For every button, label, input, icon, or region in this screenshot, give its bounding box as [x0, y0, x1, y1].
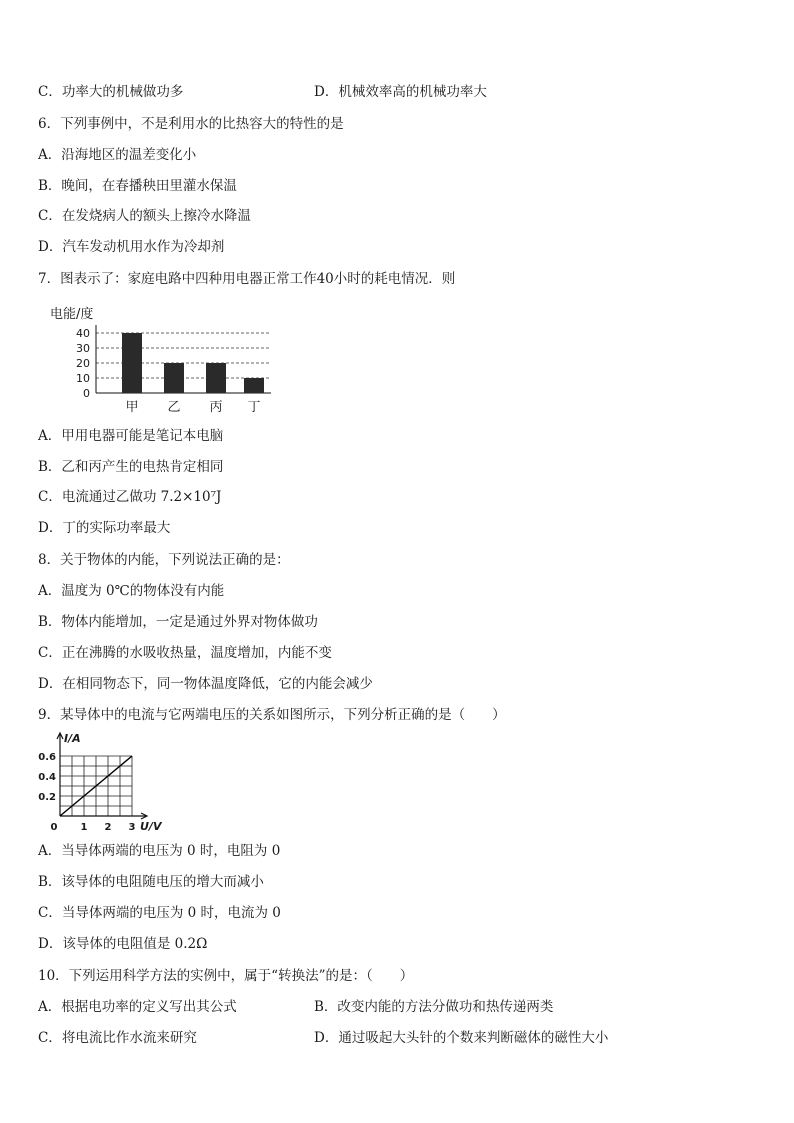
q6-option-d: D．汽车发动机用水作为冷却剂	[38, 239, 225, 255]
q7-option-a: A．甲用电器可能是笔记本电脑	[38, 428, 224, 444]
q10-option-d: D．通过吸起大头针的个数来判断磁体的磁性大小	[314, 1030, 609, 1046]
chart1-ytick-label: 0	[83, 387, 90, 400]
q7-option-c: C．电流通过乙做功 7.2×10⁷J	[38, 489, 222, 505]
current-voltage-graph	[34, 728, 174, 836]
q9-stem: 9．某导体中的电流与它两端电压的关系如图所示，下列分析正确的是（ ）	[38, 707, 506, 723]
q8-option-b: B．物体内能增加，一定是通过外界对物体做功	[38, 614, 318, 630]
chart2-xtick-label: 3	[128, 822, 136, 833]
q7-stem: 7．图表示了：家庭电路中四种用电器正常工作40小时的耗电情况．则	[38, 271, 456, 287]
chart1-bar-甲	[122, 333, 142, 393]
q8-stem: 8．关于物体的内能，下列说法正确的是：	[38, 552, 290, 568]
chart1-category-label: 乙	[167, 400, 181, 415]
q8-option-a: A．温度为 0℃的物体没有内能	[38, 583, 225, 599]
chart1-ytick-label: 10	[76, 372, 90, 385]
chart2-ytick-label: 0.2	[38, 792, 56, 803]
q9-option-b: B．该导体的电阻随电压的增大而减小	[38, 874, 264, 890]
chart1-bar-丁	[244, 378, 264, 393]
q10-option-b: B．改变内能的方法分做功和热传递两类	[314, 999, 554, 1015]
q6-stem: 6．下列事例中，不是利用水的比热容大的特性的是	[38, 116, 344, 132]
q5-option-d: D．机械效率高的机械功率大	[314, 84, 487, 100]
q5-option-c: C．功率大的机械做功多	[38, 84, 184, 100]
chart2-xtick-label: 0	[50, 822, 58, 833]
chart1-ylabel: 电能/度	[50, 307, 94, 322]
chart2-xlabel: U/V	[140, 820, 162, 833]
chart2-ylabel: I/A	[64, 732, 81, 745]
chart1-category-label: 丁	[247, 400, 261, 415]
q8-option-d: D．在相同物态下，同一物体温度降低，它的内能会减少	[38, 676, 373, 692]
q7-option-d: D．丁的实际功率最大	[38, 520, 171, 536]
q6-option-c: C．在发烧病人的额头上擦冷水降温	[38, 208, 251, 224]
chart1-ytick-label: 40	[76, 327, 90, 340]
energy-bar-chart	[40, 300, 290, 420]
q6-option-b: B．晚间，在春播秧田里灌水保温	[38, 178, 237, 194]
q10-stem: 10．下列运用科学方法的实例中，属于“转换法”的是：（ ）	[38, 968, 414, 984]
chart1-ytick-label: 30	[76, 342, 90, 355]
chart2-ytick-label: 0.4	[38, 772, 56, 783]
chart2-ytick-label: 0.6	[38, 752, 56, 763]
chart1-bar-乙	[164, 363, 184, 393]
chart2-xtick-label: 1	[80, 822, 88, 833]
chart1-category-label: 甲	[125, 400, 139, 415]
q10-option-c: C．将电流比作水流来研究	[38, 1030, 197, 1046]
chart1-bar-丙	[206, 363, 226, 393]
q9-option-a: A．当导体两端的电压为 0 时，电阻为 0	[38, 843, 281, 859]
q8-option-c: C．正在沸腾的水吸收热量，温度增加，内能不变	[38, 645, 332, 661]
chart2-xtick-label: 2	[104, 822, 112, 833]
q9-option-c: C．当导体两端的电压为 0 时，电流为 0	[38, 905, 281, 921]
chart1-ytick-label: 20	[76, 357, 90, 370]
q6-option-a: A．沿海地区的温差变化小	[38, 147, 197, 163]
chart1-category-label: 丙	[209, 400, 223, 415]
q10-option-a: A．根据电功率的定义写出其公式	[38, 999, 237, 1015]
q7-option-b: B．乙和丙产生的电热肯定相同	[38, 459, 224, 475]
q9-option-d: D．该导体的电阻值是 0.2Ω	[38, 936, 208, 952]
